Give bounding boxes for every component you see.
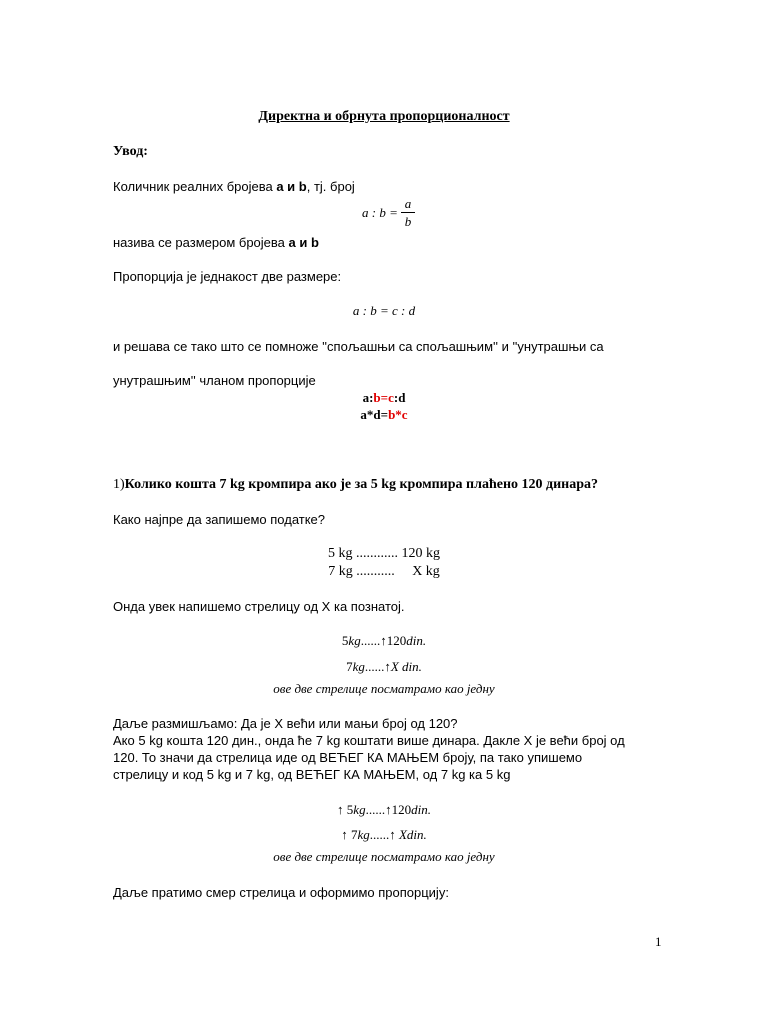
term-c: c bbox=[401, 407, 408, 422]
arrow-note-2: ове две стрелице посматрамо као једну bbox=[273, 849, 495, 864]
paragraph-reasoning-4: стрелицу и код 5 kg и 7 kg, од ВЕЋЕГ КА МАЊЕМ, од 7 kg ка 5 kg bbox=[113, 767, 511, 782]
unit: din. bbox=[402, 659, 422, 674]
value: 7 bbox=[350, 827, 358, 842]
paragraph-proportion-def: Пропорција је једнакост две размере: bbox=[113, 269, 342, 284]
fraction-numerator: a bbox=[404, 196, 412, 211]
unit: kg bbox=[348, 633, 361, 648]
up-arrow-icon: ↑ bbox=[389, 827, 396, 842]
arrow-line-2 bbox=[0, 658, 768, 676]
problem-number: 1) bbox=[113, 477, 125, 492]
paragraph-quotient bbox=[113, 178, 355, 196]
arrow-note: ове две стрелице посматрамо као једну bbox=[273, 681, 495, 696]
formula-ratio-lhs: a : b = bbox=[362, 205, 398, 220]
multiply: * bbox=[395, 407, 402, 422]
paragraph-reasoning-2: Ако 5 kg кошта 120 дин., онда ће 7 kg коштати више динара. Дакле X је већи број од bbox=[113, 733, 625, 748]
unit: kg bbox=[352, 659, 365, 674]
value: 5 bbox=[341, 633, 349, 648]
multiply: * bbox=[366, 407, 374, 422]
problem-1 bbox=[113, 476, 598, 494]
arrow-line-1 bbox=[0, 632, 768, 650]
arrow-line-3 bbox=[0, 801, 768, 819]
paragraph-ratio-name bbox=[113, 234, 319, 252]
paragraph-solving-2: унутрашњим'' чланом пропорције bbox=[113, 373, 316, 388]
data-line-2: 7 kg ........... X kg bbox=[328, 564, 440, 579]
up-arrow-icon: ↑ bbox=[385, 802, 392, 817]
term-b: b bbox=[373, 390, 381, 405]
formula-fraction bbox=[401, 196, 415, 232]
value: 5 bbox=[346, 802, 354, 817]
paragraph-reasoning-1: Даље размишљамо: Да је X већи или мањи број од 120? bbox=[113, 716, 458, 731]
value: 120 bbox=[386, 633, 407, 648]
term-a: a bbox=[360, 407, 367, 422]
proportion-colored bbox=[0, 389, 768, 407]
problem-text: Колико кошта 7 kg кромпира ако је за 5 kg кромпира плаћено 120 динара? bbox=[124, 477, 599, 492]
intro-heading: Увод: bbox=[113, 144, 148, 159]
paragraph-how-to-write: Како најпре да запишемо податке? bbox=[113, 512, 326, 527]
unit: din. bbox=[411, 802, 431, 817]
term-d: d bbox=[398, 390, 406, 405]
text: Количник реалних бројева bbox=[113, 179, 277, 194]
fraction-denominator: b bbox=[404, 214, 412, 229]
term-a: a bbox=[362, 390, 370, 405]
text: , тј. број bbox=[306, 179, 355, 194]
fraction-bar bbox=[401, 212, 415, 213]
term-d: d bbox=[373, 407, 381, 422]
up-arrow-icon: ↑ bbox=[384, 659, 391, 674]
up-arrow-icon: ↑ bbox=[380, 633, 387, 648]
equals: = bbox=[380, 407, 389, 422]
unit: din. bbox=[406, 633, 427, 648]
dots: ...... bbox=[364, 659, 385, 674]
bold-text: a и b bbox=[288, 235, 319, 250]
up-arrow-icon: ↑ bbox=[337, 802, 344, 817]
text: назива се размером бројева bbox=[113, 235, 289, 250]
page-number: 1 bbox=[655, 934, 662, 949]
term-c: c bbox=[388, 390, 394, 405]
colon: : bbox=[369, 390, 374, 405]
unit: din. bbox=[406, 827, 427, 842]
formula-proportion: a : b = c : d bbox=[352, 303, 416, 318]
page-title: Директна и обрнута пропорционалност bbox=[258, 109, 510, 124]
term-b: b bbox=[388, 407, 396, 422]
paragraph-reasoning-3: 120. То значи да стрелица иде од ВЕЋЕГ КА МАЊЕМ броју, па тако упишемо bbox=[113, 750, 583, 765]
value: 120 bbox=[391, 802, 412, 817]
paragraph-follow-arrows: Даље пратимо смер стрелица и оформимо пропорцију: bbox=[113, 885, 449, 900]
colon: : bbox=[393, 390, 399, 405]
paragraph-arrow-rule: Онда увек напишемо стрелицу од X ка познатој. bbox=[113, 599, 405, 614]
dots: ...... bbox=[360, 633, 381, 648]
dots: ...... bbox=[365, 802, 386, 817]
equals: = bbox=[380, 390, 389, 405]
arrow-line-4 bbox=[0, 826, 768, 844]
unit: kg bbox=[353, 802, 366, 817]
value: 7 bbox=[346, 659, 353, 674]
bold-text: a и b bbox=[276, 179, 307, 194]
paragraph-solving-1: и решава се тако што се помноже ''спољашњи са спољашњим'' и ''унутрашњи са bbox=[113, 339, 604, 354]
value: X bbox=[390, 659, 399, 674]
dots: ...... bbox=[369, 827, 390, 842]
up-arrow-icon: ↑ bbox=[341, 827, 348, 842]
product-colored bbox=[0, 406, 768, 424]
unit: kg bbox=[357, 827, 370, 842]
value: X bbox=[398, 827, 407, 842]
data-line-1: 5 kg ............ 120 kg bbox=[328, 546, 440, 561]
